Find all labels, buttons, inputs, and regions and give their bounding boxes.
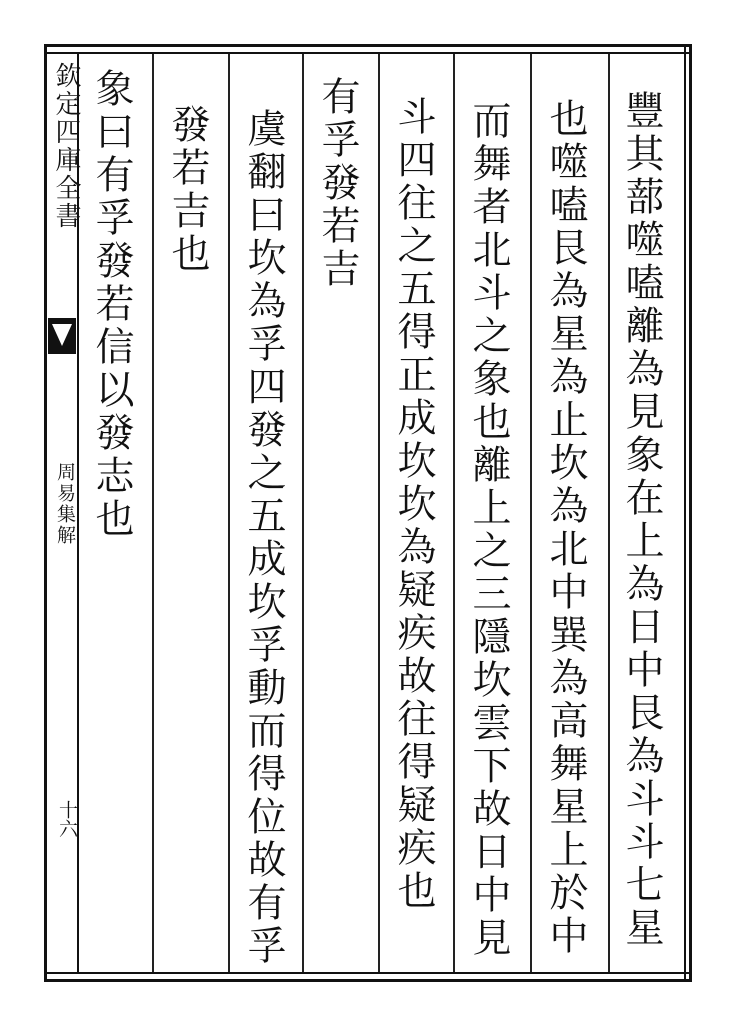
fish-tail-mark (48, 318, 76, 354)
column-divider (453, 54, 455, 972)
column-divider (302, 54, 304, 972)
text-column: 也噬嗑艮為星為止坎為北中巽為高舞星上於中 (543, 98, 588, 958)
right-rule (684, 44, 686, 982)
text-column: 有孚發若吉 (315, 76, 360, 291)
top-rule (44, 52, 692, 54)
text-column: 斗四往之五得正成坎坎為疑疾故往得疑疾也 (391, 96, 436, 913)
book-title: 周易集解 (54, 462, 76, 546)
text-column: 發若吉也 (165, 104, 210, 276)
page-border (44, 44, 692, 982)
column-divider (152, 54, 154, 972)
bottom-rule (44, 972, 692, 974)
column-divider (378, 54, 380, 972)
column-divider (530, 54, 532, 972)
page-number: 十六 (56, 800, 78, 838)
text-column: 虞翻曰坎為孚四發之五成坎孚動而得位故有孚 (241, 108, 286, 968)
column-divider (228, 54, 230, 972)
column-divider (608, 54, 610, 972)
text-column: 豐其蔀噬嗑離為見象在上為日中艮為斗斗七星 (619, 90, 664, 950)
text-column: 象曰有孚發若信以發志也 (89, 68, 134, 541)
collection-title: 欽定四庫全書 (51, 62, 81, 230)
text-column: 而舞者北斗之象也離上之三隱坎雲下故日中見 (466, 100, 511, 960)
